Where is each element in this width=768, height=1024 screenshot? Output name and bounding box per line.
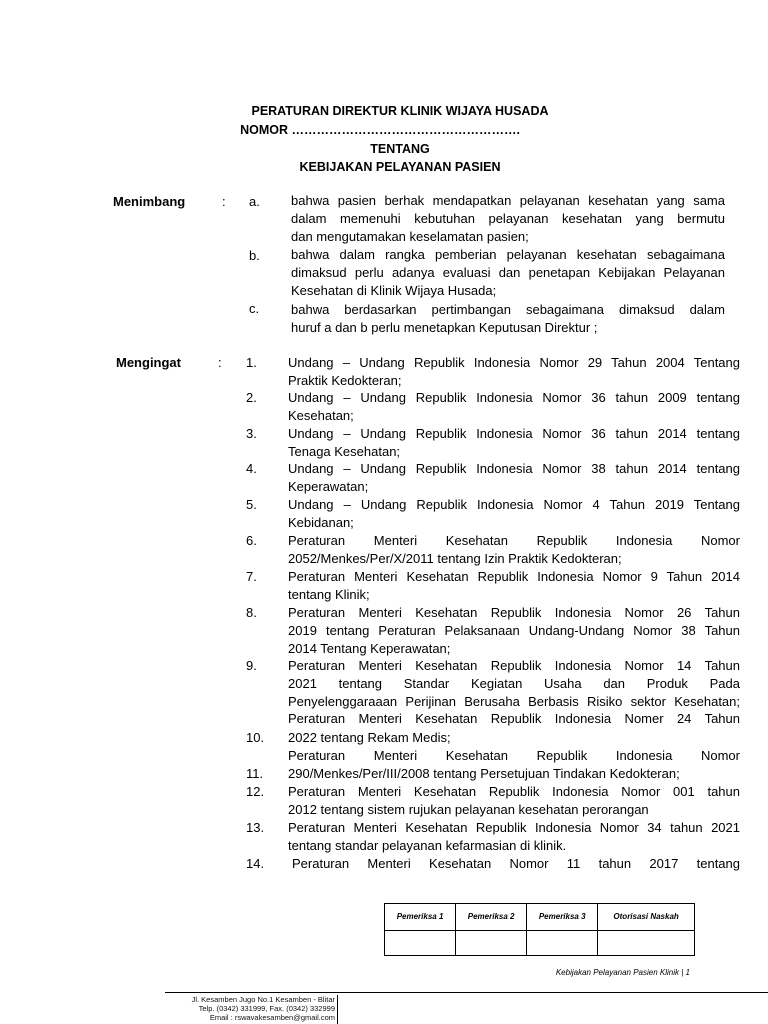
mengingat-12-line1: Peraturan Menteri Kesehatan Republik Indonesia Nomor 001 tahun: [288, 784, 740, 799]
footer-email: Email : rswavakesamben@gmail.com: [209, 1013, 335, 1022]
menimbang-c-line2: huruf a dan b perlu menetapkan Keputusan Direktur ;: [291, 319, 598, 335]
mengingat-item-2: [288, 389, 740, 425]
mengingat-item-10: [288, 729, 740, 765]
mengingat-num-2: 2.: [246, 390, 257, 405]
mengingat-num-10: 10.: [246, 730, 265, 745]
mengingat-item-11: [288, 765, 740, 783]
mengingat-9-line1: Peraturan Menteri Kesehatan Republik Indonesia Nomor 14 Tahun: [288, 658, 740, 673]
mengingat-colon: :: [218, 355, 222, 370]
mengingat-4-line1: Undang – Undang Republik Indonesia Nomor 38 tahun 2014 tentang: [288, 461, 740, 476]
mengingat-1-line1: Undang – Undang Republik Indonesia Nomor 29 Tahun 2004 Tentang: [288, 355, 740, 370]
mengingat-num-4: 4.: [246, 461, 257, 476]
mengingat-2-line1: Undang – Undang Republik Indonesia Nomor 36 tahun 2009 tentang: [288, 390, 740, 405]
mengingat-num-1: 1.: [246, 355, 257, 370]
mengingat-item-6: [288, 532, 740, 568]
mengingat-12-line2: 2012 tentang sistem rujukan pelayanan kesehatan perorangan: [288, 801, 649, 817]
mengingat-10-line2: Peraturan Menteri Kesehatan Republik Indonesia Nomor: [288, 747, 740, 763]
mengingat-7-line1: Peraturan Menteri Kesehatan Republik Indonesia Nomor 9 Tahun 2014: [288, 569, 740, 584]
mengingat-item-13: [288, 819, 740, 855]
mengingat-5-line1: Undang – Undang Republik Indonesia Nomor 4 Tahun 2019 Tentang: [288, 497, 740, 512]
menimbang-colon: :: [222, 194, 226, 209]
mengingat-item-1: [288, 354, 740, 390]
menimbang-a-line2: dalam memenuhi kebutuhan pelayanan kesehatan yang bermutu: [291, 210, 725, 226]
mengingat-num-6: 6.: [246, 533, 257, 548]
doc-tentang: TENTANG: [370, 142, 430, 156]
doc-subject: KEBIJAKAN PELAYANAN PASIEN: [299, 160, 501, 174]
menimbang-b-line2: dimaksud perlu adanya evaluasi dan penetapan Kebijakan Pelayanan: [291, 264, 725, 280]
mengingat-8-line2: 2019 tentang Peraturan Pelaksanaan Undang-Undang Nomor 38 Tahun: [288, 622, 740, 638]
mengingat-item-14: [292, 855, 740, 873]
mengingat-num-9: 9.: [246, 658, 257, 673]
menimbang-b-line3: Kesehatan di Klinik Wijaya Husada;: [291, 282, 497, 298]
mengingat-item-9: [288, 657, 740, 728]
mengingat-9-line3: Penyelenggaraaan Perijinan Berusaha Berbasis Risiko sektor Kesehatan;: [288, 693, 740, 709]
mengingat-10-line1: 2022 tentang Rekam Medis;: [288, 730, 451, 745]
review-table-sign-row: [385, 931, 695, 956]
mengingat-num-5: 5.: [246, 497, 257, 512]
mengingat-9-line4: Peraturan Menteri Kesehatan Republik Indonesia Nomer 24 Tahun: [288, 711, 740, 727]
menimbang-b-line1: bahwa dalam rangka pemberian pelayanan kesehatan sebagaimana: [291, 247, 725, 262]
mengingat-item-3: [288, 425, 740, 461]
mengingat-item-7: [288, 568, 740, 604]
menimbang-c-line1: bahwa berdasarkan pertimbangan sebagaimana dimaksud dalam: [291, 302, 725, 317]
mengingat-7-line2: tentang Klinik;: [288, 586, 370, 602]
mengingat-item-12: [288, 783, 740, 819]
menimbang-item-b: [291, 246, 725, 299]
doc-number: NOMOR ……………………………………………….: [240, 123, 520, 137]
mengingat-8-line1: Peraturan Menteri Kesehatan Republik Indonesia Nomor 26 Tahun: [288, 605, 740, 620]
mengingat-6-line2: 2052/Menkes/Per/X/2011 tentang Izin Praktik Kedokteran;: [288, 550, 622, 566]
footer-vertical-divider: [337, 995, 338, 1024]
menimbang-label: Menimbang: [113, 194, 186, 209]
menimbang-a-line3: dan mengutamakan keselamatan pasien;: [291, 228, 529, 244]
mengingat-num-11: 11.: [246, 766, 264, 781]
mengingat-label: Mengingat: [116, 355, 181, 370]
mengingat-5-line2: Kebidanan;: [288, 514, 354, 530]
sign-cell-1: [385, 931, 456, 956]
header-otorisasi: Otorisasi Naskah: [598, 904, 695, 931]
footer-address: Jl. Kesamben Jugo No.1 Kesamben - Blitar: [191, 995, 335, 1004]
mengingat-item-8: [288, 604, 740, 657]
mengingat-6-line1: Peraturan Menteri Kesehatan Republik Indonesia Nomor: [288, 533, 740, 548]
mengingat-3-line1: Undang – Undang Republik Indonesia Nomor 36 tahun 2014 tentang: [288, 426, 740, 441]
menimbang-a-line1: bahwa pasien berhak mendapatkan pelayanan kesehatan yang sama: [291, 193, 725, 208]
review-table: [384, 903, 695, 956]
mengingat-num-14: 14.: [246, 856, 265, 871]
mengingat-2-line2: Kesehatan;: [288, 407, 354, 423]
footer-phone: Telp. (0342) 331999, Fax. (0342) 332999: [198, 1004, 335, 1013]
mengingat-item-5: [288, 496, 740, 532]
mengingat-num-8: 8.: [246, 605, 257, 620]
header-pemeriksa-3: Pemeriksa 3: [527, 904, 598, 931]
mengingat-14-line1: Peraturan Menteri Kesehatan Nomor 11 tahun 2017 tentang: [292, 856, 740, 871]
mengingat-11-line1: 290/Menkes/Per/III/2008 tentang Persetujuan Tindakan Kedokteran;: [288, 766, 680, 781]
menimbang-item-c: [291, 301, 725, 337]
menimbang-letter-b: b.: [249, 248, 260, 263]
menimbang-letter-c: c.: [249, 301, 260, 316]
mengingat-9-line2: 2021 tentang Standar Kegiatan Usaha dan Produk Pada: [288, 675, 740, 691]
mengingat-1-line2: Praktik Kedokteran;: [288, 372, 402, 388]
sign-cell-3: [527, 931, 598, 956]
mengingat-num-12: 12.: [246, 784, 265, 799]
mengingat-13-line1: Peraturan Menteri Kesehatan Republik Indonesia Nomor 34 tahun 2021: [288, 820, 740, 835]
mengingat-13-line2: tentang standar pelayanan kefarmasian di klinik.: [288, 837, 567, 853]
sign-cell-4: [598, 931, 695, 956]
menimbang-letter-a: a.: [249, 194, 260, 209]
header-pemeriksa-2: Pemeriksa 2: [456, 904, 527, 931]
doc-title: PERATURAN DIREKTUR KLINIK WIJAYA HUSADA: [251, 104, 549, 118]
footer-divider: [165, 992, 768, 993]
mengingat-item-4: [288, 460, 740, 496]
review-table-header: [385, 904, 695, 931]
mengingat-4-line2: Keperawatan;: [288, 478, 369, 494]
header-pemeriksa-1: Pemeriksa 1: [385, 904, 456, 931]
sign-cell-2: [456, 931, 527, 956]
mengingat-num-7: 7.: [246, 569, 257, 584]
mengingat-num-13: 13.: [246, 820, 265, 835]
menimbang-item-a: [291, 192, 725, 245]
page-footer-note: Kebijakan Pelayanan Pasien Klinik | 1: [555, 968, 690, 977]
mengingat-8-line3: 2014 Tentang Keperawatan;: [288, 640, 451, 656]
mengingat-3-line2: Tenaga Kesehatan;: [288, 443, 401, 459]
mengingat-num-3: 3.: [246, 426, 257, 441]
